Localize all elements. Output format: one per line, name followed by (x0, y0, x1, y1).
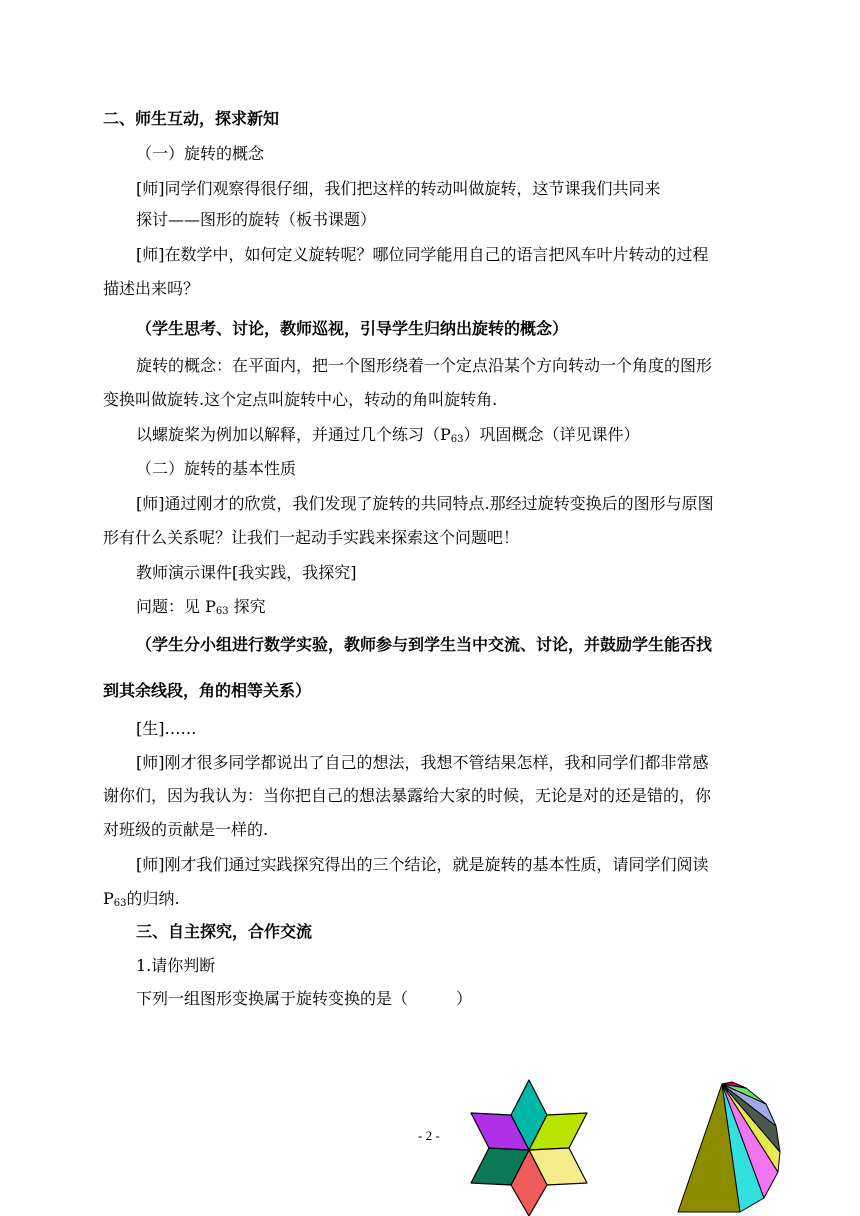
paragraph-line: [师]刚才我们通过实践探究得出的三个结论，就是旋转的基本性质，请同学们阅读 (136, 855, 709, 874)
text-span: 的归纳. (126, 889, 180, 908)
paragraph-line: [师]同学们观察得很仔细，我们把这样的转动叫做旋转，这节课我们共同来 (136, 179, 661, 198)
page-subscript: 63 (113, 898, 127, 909)
paragraph-line: 对班级的贡献是一样的. (103, 820, 269, 839)
section-heading-2: 二、师生互动，探求新知 (103, 109, 280, 128)
text-span: 以螺旋桨为例加以解释，并通过几个练习（P (136, 425, 451, 444)
rhombus-star-figure (468, 1078, 590, 1216)
page-number: - 2 - (418, 1128, 440, 1143)
definition-line: 变换叫做旋转.这个定点叫旋转中心，转动的角叫旋转角. (103, 390, 498, 409)
student-activity-note: （学生思考、讨论，教师巡视，引导学生归纳出旋转的概念） (136, 319, 569, 338)
paragraph-line (103, 889, 763, 909)
text-span: ）巩固概念（详见课件） (463, 425, 640, 444)
definition-line: 旋转的概念：在平面内，把一个图形绕着一个定点沿某个方向转动一个角度的图形 (136, 356, 713, 375)
student-activity-note: 到其余线段，角的相等关系） (103, 681, 312, 700)
text-span: 问题：见 P (136, 597, 216, 616)
subsection-rotation-concept: （一）旋转的概念 (136, 144, 265, 163)
paragraph-line: 探讨——图形的旋转（板书课题） (136, 210, 377, 229)
paragraph-line (136, 597, 796, 617)
student-activity-note: （学生分小组进行数学实验，教师参与到学生当中交流、讨论，并鼓励学生能否找 (136, 635, 713, 654)
paragraph-line (136, 425, 796, 445)
paragraph-line: 谢你们，因为我认为：当你把自己的想法暴露给大家的时候，无论是对的还是错的，你 (103, 786, 712, 805)
paragraph-line: [师]刚才很多同学都说出了自己的想法，我想不管结果怎样，我和同学们都非常感 (136, 753, 709, 772)
text-span: 探究 (228, 597, 266, 616)
paragraph-line: [生]…… (136, 719, 197, 738)
question-number: 1.请你判断 (136, 956, 216, 975)
paragraph-line: [师]通过刚才的欣赏，我们发现了旋转的共同特点.那经过旋转变换后的图形与原图 (136, 494, 714, 513)
paragraph-line: 形有什么关系呢？让我们一起动手实践来探索这个问题吧！ (103, 528, 520, 547)
paragraph-line: [师]在数学中，如何定义旋转呢？哪位同学能用自己的语言把风车叶片转动的过程 (136, 245, 709, 264)
triangle-fan-figure (676, 1080, 788, 1214)
text-span: P (103, 889, 114, 908)
question-text: 下列一组图形变换属于旋转变换的是（ ） (136, 989, 473, 1008)
paragraph-line: 描述出来吗？ (103, 279, 200, 298)
subsection-rotation-properties: （二）旋转的基本性质 (136, 459, 297, 478)
paragraph-line: 教师演示课件[我实践，我探究] (136, 563, 357, 582)
page-subscript: 63 (450, 434, 464, 445)
section-heading-3: 三、自主探究，合作交流 (136, 922, 313, 941)
page-subscript: 63 (215, 606, 229, 617)
